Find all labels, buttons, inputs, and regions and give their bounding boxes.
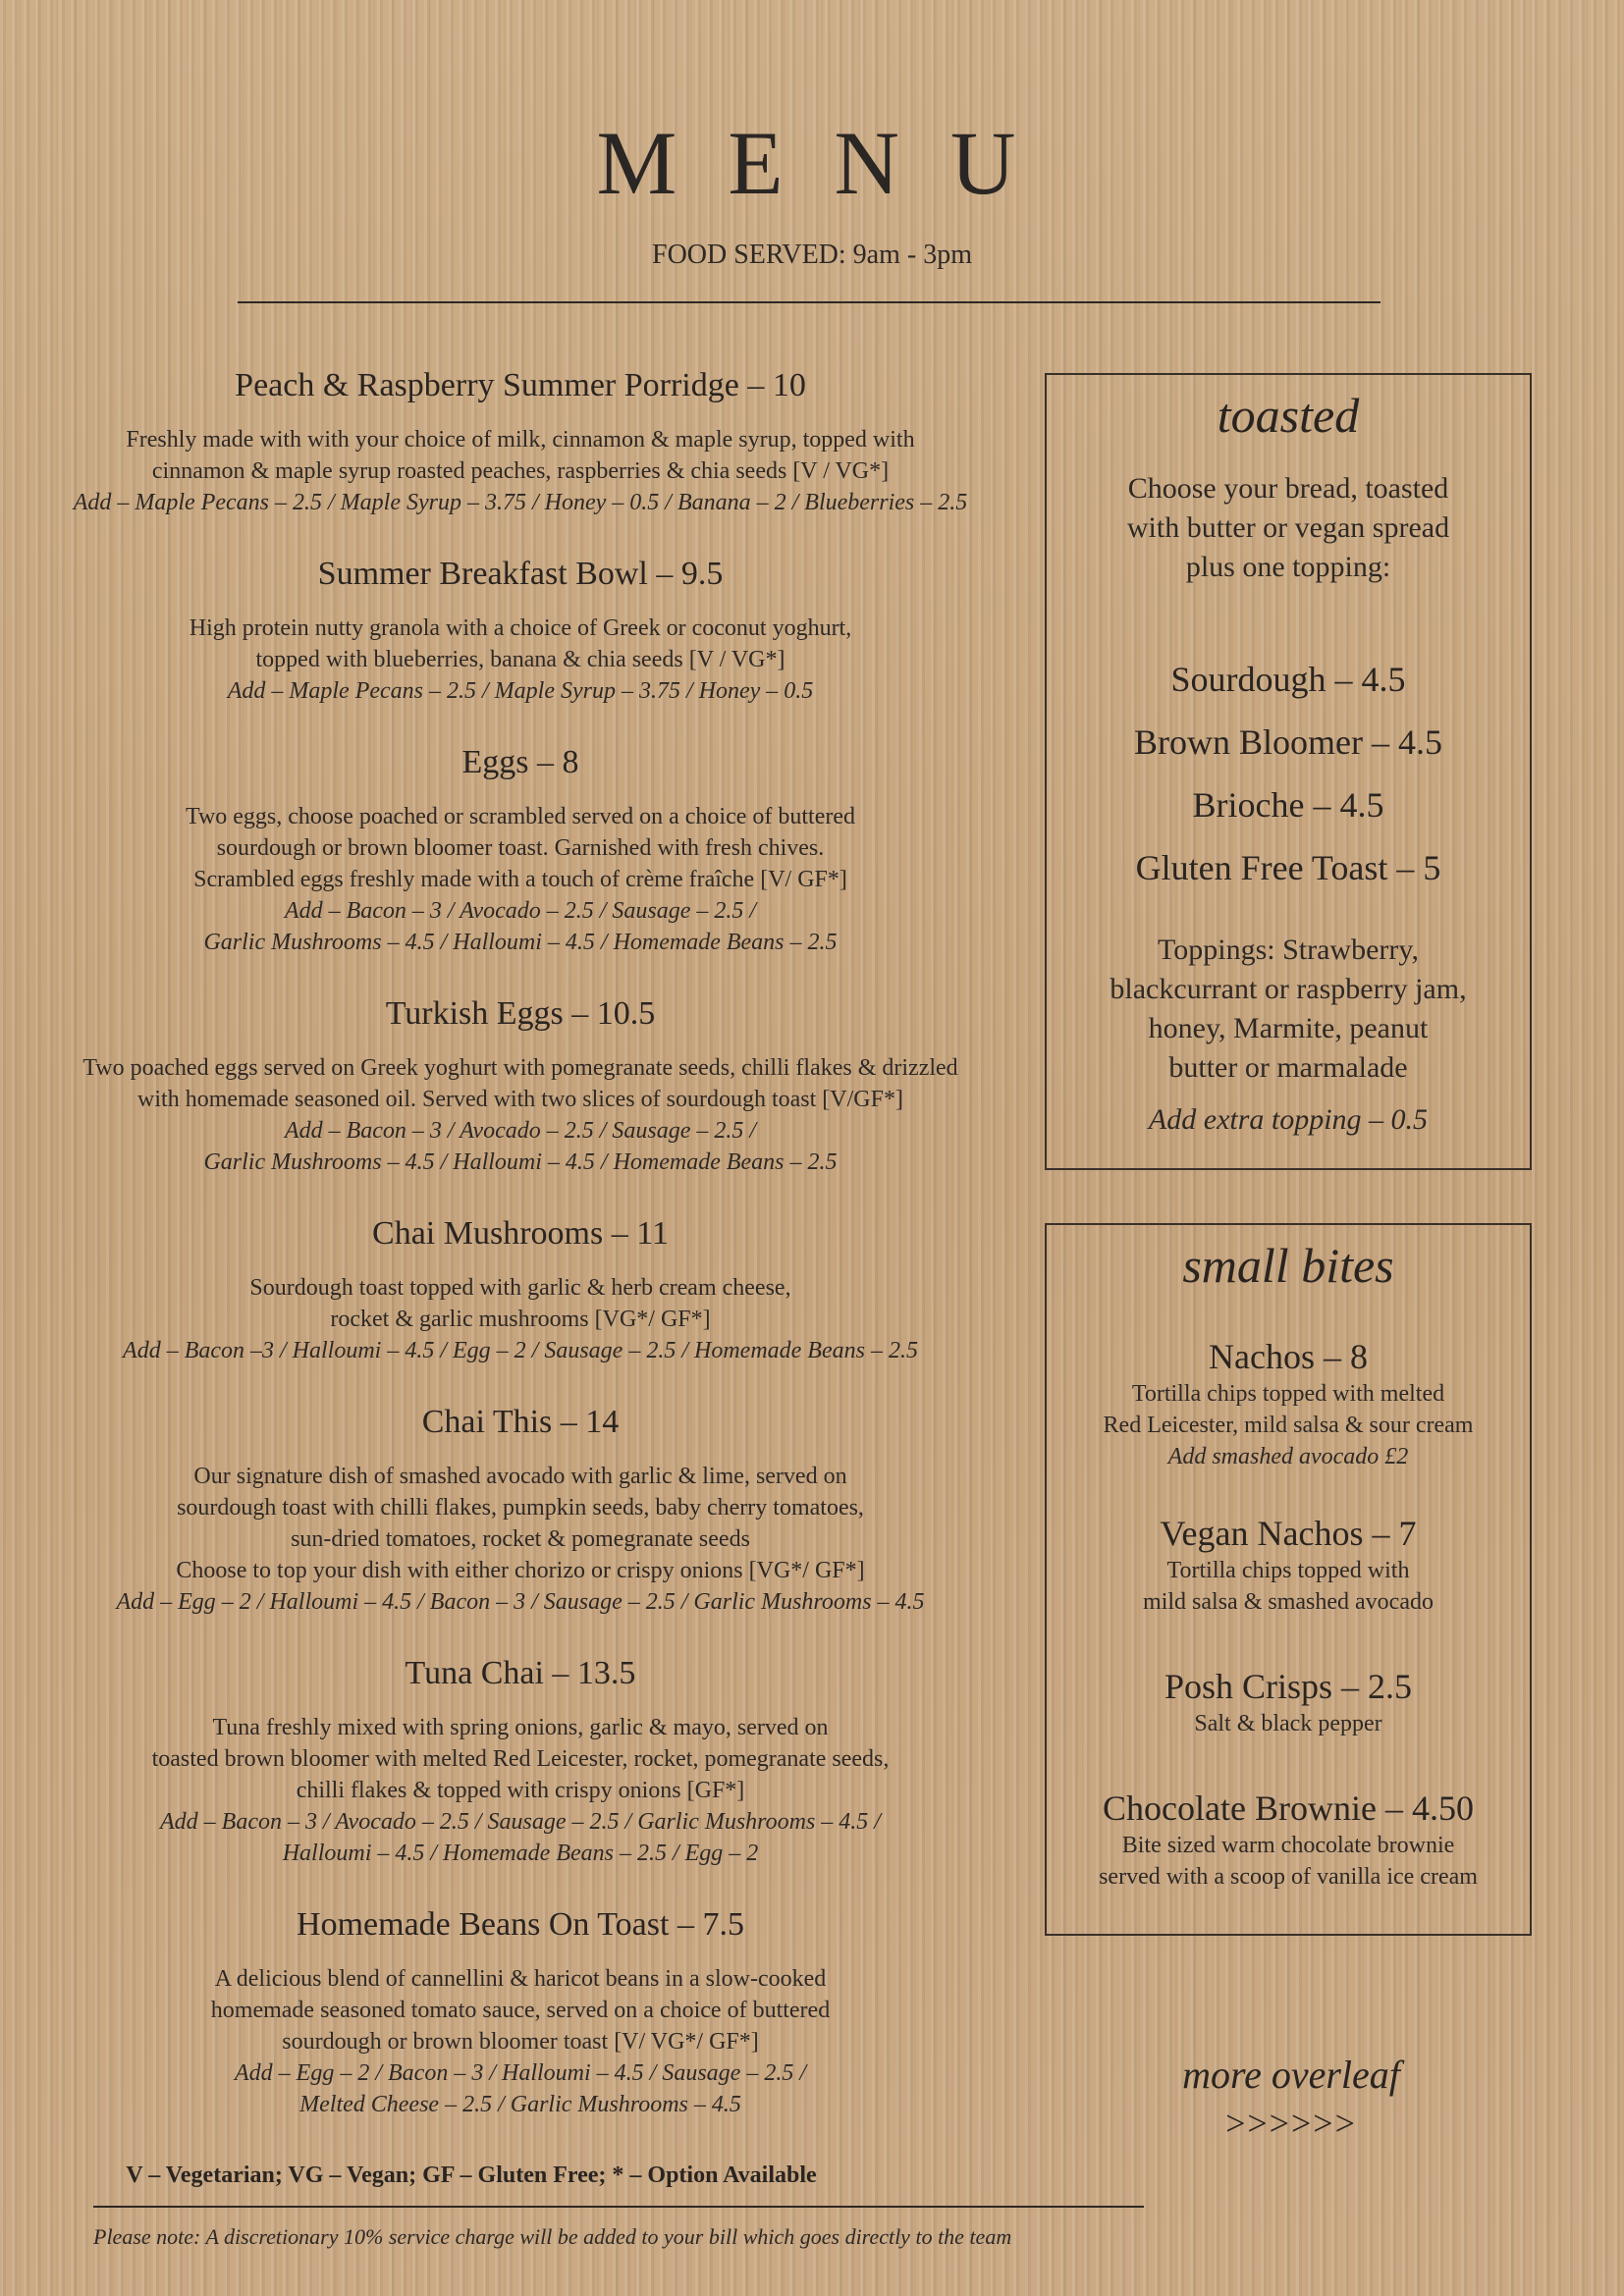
description-line: sourdough toast with chilli flakes, pumpkin seeds, baby cherry tomatoes, bbox=[177, 1495, 864, 1521]
description-line: homemade seasoned tomato sauce, served on a choice of buttered bbox=[210, 1998, 831, 2023]
add-on-line: Garlic Mushrooms – 4.5 / Halloumi – 4.5 / Homemade Beans – 2.5 bbox=[203, 1149, 838, 1175]
bite-description-line: Tortilla chips topped with bbox=[1166, 1558, 1410, 1583]
description-line: cinnamon & maple syrup roasted peaches, raspberries & chia seeds [V / VG*] bbox=[151, 458, 890, 484]
bite-description-line: Tortilla chips topped with melted bbox=[1131, 1381, 1445, 1407]
bite-item bbox=[1047, 1335, 1530, 1472]
dish-item bbox=[29, 742, 1011, 958]
add-on-line: Add – Egg – 2 / Bacon – 3 / Halloumi – 4.5 / Sausage – 2.5 / bbox=[235, 2060, 806, 2086]
toppings-line: Toppings: Strawberry, bbox=[1158, 934, 1419, 966]
dish-add-ons bbox=[29, 2057, 1011, 2120]
bite-title: Chocolate Brownie – 4.50 bbox=[1103, 1789, 1474, 1828]
intro-line: plus one topping: bbox=[1185, 551, 1391, 583]
bread-option: Brown Bloomer – 4.5 bbox=[1134, 722, 1442, 762]
toasted-section bbox=[1045, 373, 1532, 1170]
more-overleaf-label: more overleaf bbox=[1182, 2053, 1400, 2097]
bite-title: Nachos – 8 bbox=[1209, 1337, 1368, 1376]
dish-add-ons bbox=[29, 1335, 1011, 1366]
dish-description bbox=[29, 1963, 1011, 2057]
add-on-line: Add – Bacon –3 / Halloumi – 4.5 / Egg – 2 / Sausage – 2.5 / Homemade Beans – 2.5 bbox=[123, 1338, 918, 1363]
toppings-line: honey, Marmite, peanut bbox=[1148, 1012, 1429, 1044]
dish-title: Tuna Chai – 13.5 bbox=[405, 1655, 636, 1691]
dish-item bbox=[29, 1213, 1011, 1366]
description-line: sourdough or brown bloomer toast [V/ VG*/ GF*] bbox=[282, 2029, 759, 2055]
bite-description-line: served with a scoop of vanilla ice cream bbox=[1099, 1864, 1478, 1890]
bite-description bbox=[1047, 1555, 1530, 1618]
bite-description bbox=[1047, 1708, 1530, 1739]
footer-divider bbox=[93, 2206, 1144, 2208]
add-on-line: Add – Bacon – 3 / Avocado – 2.5 / Sausage – 2.5 / bbox=[284, 898, 757, 924]
dish-title: Summer Breakfast Bowl – 9.5 bbox=[317, 556, 724, 592]
dish-item bbox=[29, 1402, 1011, 1618]
bread-option: Sourdough – 4.5 bbox=[1170, 660, 1406, 699]
dish-description bbox=[29, 1272, 1011, 1335]
small-bites-heading: small bites bbox=[1182, 1238, 1394, 1293]
dish-title: Chai Mushrooms – 11 bbox=[372, 1215, 669, 1252]
bread-option: Brioche – 4.5 bbox=[1192, 785, 1384, 825]
dish-add-ons bbox=[29, 487, 1011, 518]
bite-item bbox=[1047, 1665, 1530, 1739]
bite-item bbox=[1047, 1787, 1530, 1893]
add-on-line: Halloumi – 4.5 / Homemade Beans – 2.5 / Egg – 2 bbox=[282, 1841, 759, 1866]
add-on-line: Melted Cheese – 2.5 / Garlic Mushrooms – 4.5 bbox=[299, 2092, 741, 2117]
dietary-legend: V – Vegetarian; VG – Vegan; GF – Gluten Free; * – Option Available bbox=[126, 2163, 817, 2188]
description-line: sourdough or brown bloomer toast. Garnished with fresh chives. bbox=[216, 835, 825, 861]
toppings-list bbox=[1047, 931, 1530, 1088]
add-on-line: Add – Maple Pecans – 2.5 / Maple Syrup – 3.75 / Honey – 0.5 / Banana – 2 / Blueberries – 2.5 bbox=[73, 490, 968, 515]
add-on-line: Garlic Mushrooms – 4.5 / Halloumi – 4.5 / Homemade Beans – 2.5 bbox=[203, 930, 838, 955]
arrow-icon: >>>>>> bbox=[1225, 2104, 1357, 2143]
dish-add-ons bbox=[29, 1806, 1011, 1869]
bite-title: Posh Crisps – 2.5 bbox=[1164, 1667, 1413, 1706]
dish-title: Homemade Beans On Toast – 7.5 bbox=[297, 1906, 744, 1943]
toasted-heading: toasted bbox=[1217, 388, 1360, 443]
dish-item bbox=[29, 993, 1011, 1178]
toppings-line: butter or marmalade bbox=[1168, 1051, 1408, 1084]
intro-line: with butter or vegan spread bbox=[1126, 511, 1450, 544]
intro-line: Choose your bread, toasted bbox=[1127, 472, 1449, 505]
dish-description bbox=[29, 801, 1011, 895]
dish-description bbox=[29, 613, 1011, 675]
dish-title: Peach & Raspberry Summer Porridge – 10 bbox=[235, 367, 806, 403]
toppings-line: blackcurrant or raspberry jam, bbox=[1110, 973, 1467, 1005]
description-line: rocket & garlic mushrooms [VG*/ GF*] bbox=[330, 1307, 711, 1332]
dish-add-ons bbox=[29, 675, 1011, 707]
bread-option: Gluten Free Toast – 5 bbox=[1135, 848, 1441, 887]
description-line: with homemade seasoned oil. Served with two slices of sourdough toast [V/GF*] bbox=[137, 1087, 903, 1112]
food-served-hours: FOOD SERVED: 9am - 3pm bbox=[652, 240, 972, 270]
dish-title: Eggs – 8 bbox=[461, 744, 579, 780]
toasted-intro bbox=[1047, 469, 1530, 587]
extra-topping: Add extra topping – 0.5 bbox=[1148, 1103, 1429, 1136]
add-on-line: Add – Maple Pecans – 2.5 / Maple Syrup – 3.75 / Honey – 0.5 bbox=[227, 678, 814, 704]
dish-add-ons bbox=[29, 895, 1011, 958]
dish-item bbox=[29, 1653, 1011, 1869]
dish-item bbox=[29, 554, 1011, 707]
bite-add-on: Add smashed avocado £2 bbox=[1167, 1444, 1409, 1469]
bite-item bbox=[1047, 1512, 1530, 1618]
bite-description-line: mild salsa & smashed avocado bbox=[1143, 1589, 1434, 1615]
description-line: sun-dried tomatoes, rocket & pomegranate seeds bbox=[291, 1526, 750, 1552]
description-line: Choose to top your dish with either chorizo or crispy onions [VG*/ GF*] bbox=[176, 1558, 865, 1583]
bite-description-line: Bite sized warm chocolate brownie bbox=[1121, 1833, 1455, 1858]
add-on-line: Add – Bacon – 3 / Avocado – 2.5 / Sausage – 2.5 / bbox=[284, 1118, 757, 1144]
description-line: toasted brown bloomer with melted Red Leicester, rocket, pomegranate seeds, bbox=[151, 1746, 890, 1772]
description-line: Tuna freshly mixed with spring onions, garlic & mayo, served on bbox=[212, 1715, 829, 1740]
description-line: Scrambled eggs freshly made with a touch of crème fraîche [V/ GF*] bbox=[193, 867, 847, 892]
bite-description bbox=[1047, 1378, 1530, 1441]
add-on-line: Add – Bacon – 3 / Avocado – 2.5 / Sausage – 2.5 / Garlic Mushrooms – 4.5 / bbox=[160, 1809, 881, 1835]
dish-description bbox=[29, 424, 1011, 487]
description-line: Our signature dish of smashed avocado with garlic & lime, served on bbox=[193, 1464, 847, 1489]
dish-add-ons bbox=[29, 1586, 1011, 1618]
header-divider bbox=[238, 301, 1380, 303]
add-on-line: Add – Egg – 2 / Halloumi – 4.5 / Bacon – 3 / Sausage – 2.5 / Garlic Mushrooms – 4.5 bbox=[116, 1589, 925, 1615]
description-line: High protein nutty granola with a choice of Greek or coconut yoghurt, bbox=[189, 615, 852, 641]
description-line: Freshly made with with your choice of milk, cinnamon & maple syrup, topped with bbox=[126, 427, 915, 453]
dish-item bbox=[29, 365, 1011, 518]
dish-description bbox=[29, 1052, 1011, 1115]
dish-item bbox=[29, 1904, 1011, 2120]
dish-add-ons bbox=[29, 1115, 1011, 1178]
menu-title: MENU bbox=[596, 113, 1067, 213]
bite-description-line: Salt & black pepper bbox=[1194, 1711, 1382, 1736]
description-line: Two eggs, choose poached or scrambled served on a choice of buttered bbox=[185, 804, 856, 829]
bite-description bbox=[1047, 1830, 1530, 1893]
description-line: chilli flakes & topped with crispy onions [GF*] bbox=[296, 1778, 745, 1803]
small-bites-section bbox=[1045, 1223, 1532, 1936]
dish-title: Turkish Eggs – 10.5 bbox=[385, 995, 656, 1032]
dish-description bbox=[29, 1712, 1011, 1806]
description-line: Two poached eggs served on Greek yoghurt with pomegranate seeds, chilli flakes & drizzled bbox=[82, 1055, 958, 1081]
dish-description bbox=[29, 1461, 1011, 1586]
bite-title: Vegan Nachos – 7 bbox=[1160, 1514, 1417, 1553]
bite-description-line: Red Leicester, mild salsa & sour cream bbox=[1103, 1413, 1474, 1438]
dish-title: Chai This – 14 bbox=[421, 1404, 620, 1440]
description-line: Sourdough toast topped with garlic & herb cream cheese, bbox=[249, 1275, 791, 1301]
service-charge-note: Please note: A discretionary 10% service charge will be added to your bill which goes directly to the team bbox=[93, 2224, 1012, 2249]
description-line: topped with blueberries, banana & chia seeds [V / VG*] bbox=[255, 647, 785, 672]
description-line: A delicious blend of cannellini & haricot beans in a slow-cooked bbox=[214, 1966, 827, 1992]
